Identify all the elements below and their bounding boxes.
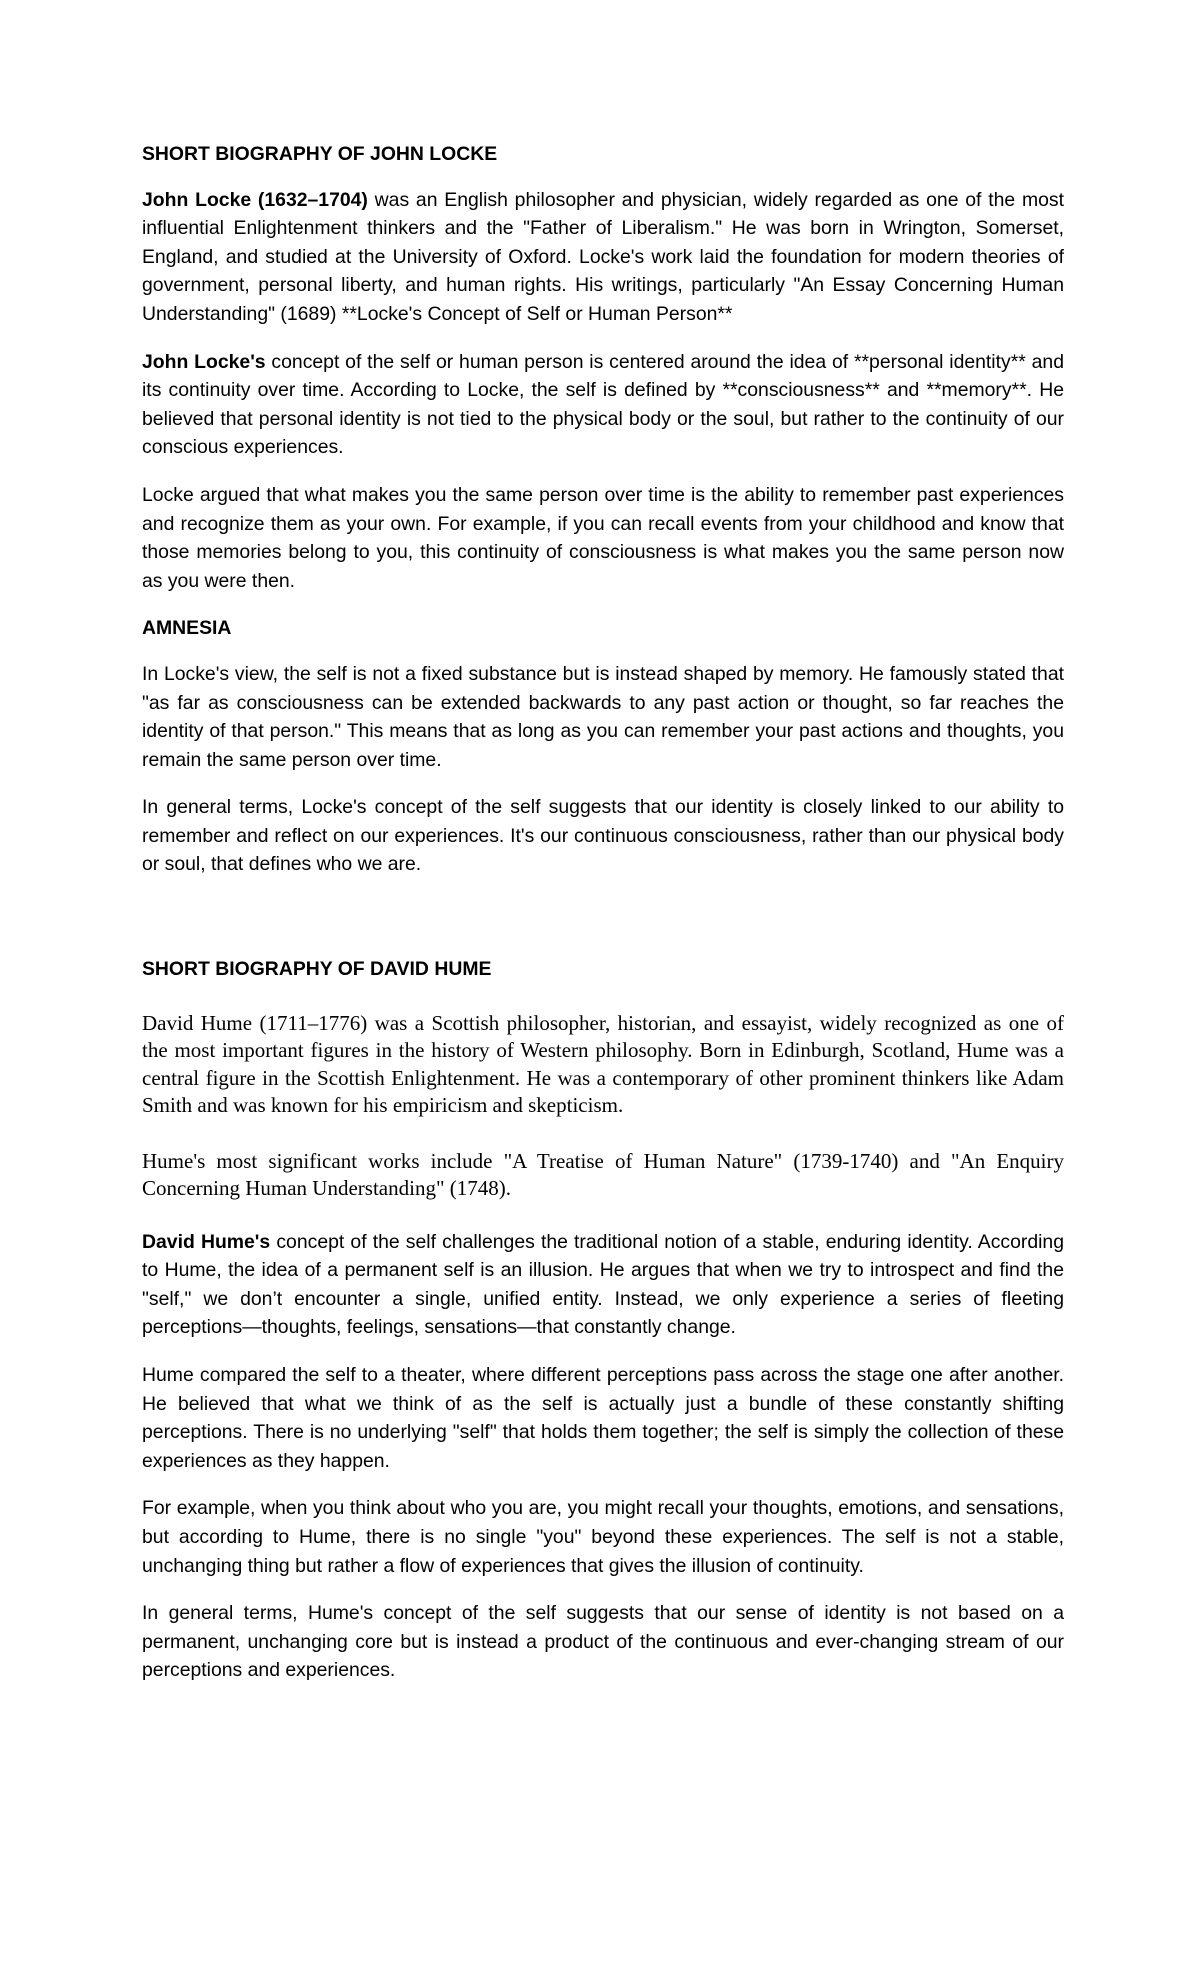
hume-biography-heading: SHORT BIOGRAPHY OF DAVID HUME bbox=[142, 958, 492, 981]
locke-concept-name: John Locke's bbox=[142, 350, 266, 373]
locke-biography-heading: SHORT BIOGRAPHY OF JOHN LOCKE bbox=[142, 143, 498, 165]
hume-theater-paragraph: Hume compared the self to a theater, where different perceptions pass across the stage one after another. He believed that what we think of as the self is actually just a bundle of these constantly shifting perceptions. There is no underlying "self" that holds them together; the self is simply the collection of these experiences as they happen. bbox=[142, 1364, 1064, 1472]
locke-concept-text: concept of the self or human person is centered around the idea of **personal identity** and its continuity over time. According to Locke, the self is defined by **consciousness** and **memory**. He believed that personal identity is not tied to the physical body or the soul, but rather to the continuity of our conscious experiences. bbox=[142, 350, 1064, 459]
hume-example-paragraph: For example, when you think about who you are, you might recall your thoughts, emotions, and sensations, but according to Hume, there is no single "you" beyond these experiences. The self is not a stable, unchanging thing but rather a flow of experiences that gives the illusion of continuity. bbox=[142, 1497, 1064, 1577]
locke-memory-paragraph: Locke argued that what makes you the same person over time is the ability to remember past experiences and recognize them as your own. For example, if you can recall events from your childhood and know that those memories belong to you, this continuity of consciousness is what makes you the same person now as you were then. bbox=[142, 483, 1064, 592]
document-page bbox=[142, 140, 1064, 1685]
locke-name-dates: John Locke (1632–1704) bbox=[142, 188, 368, 211]
locke-biography-paragraph bbox=[142, 186, 1064, 329]
locke-general-paragraph: In general terms, Locke's concept of the self suggests that our identity is closely linked to our ability to remember and reflect on our experiences. It's our continuous consciousness, rather than our physical body or soul, that defines who we are. bbox=[142, 796, 1064, 876]
hume-concept-paragraph bbox=[142, 1228, 1064, 1342]
hume-concept-text: concept of the self challenges the traditional notion of a stable, enduring identity. According to Hume, the idea of a permanent self is an illusion. He argues that when we try to introspect and find the "self," we don’t encounter a single, unified entity. Instead, we only experience a series of fleeting perceptions—thoughts, feelings, sensations—that constantly change. bbox=[142, 1230, 1065, 1339]
hume-general-paragraph: In general terms, Hume's concept of the self suggests that our sense of identity is not based on a permanent, unchanging core but is instead a product of the continuous and ever-changing stream of our perceptions and experiences. bbox=[142, 1602, 1064, 1682]
locke-concept-paragraph bbox=[142, 348, 1064, 462]
amnesia-heading: AMNESIA bbox=[142, 617, 232, 640]
amnesia-paragraph: In Locke's view, the self is not a fixed substance but is instead shaped by memory. He famously stated that "as far as consciousness can be extended backwards to any past action or thought, so far reaches the identity of that person." This means that as long as you can remember your past actions and thoughts, you remain the same person over time. bbox=[142, 662, 1064, 771]
hume-works-paragraph: Hume's most significant works include "A Treatise of Human Nature" (1739-1740) and "An Enquiry Concerning Human Understanding" (1748). bbox=[142, 1148, 1064, 1201]
hume-biography-paragraph: David Hume (1711–1776) was a Scottish philosopher, historian, and essayist, widely recognized as one of the most important figures in the history of Western philosophy. Born in Edinburgh, Scotland, Hume was a central figure in the Scottish Enlightenment. He was a contemporary of other prominent thinkers like Adam Smith and was known for his empiricism and skepticism. bbox=[142, 1010, 1064, 1118]
locke-biography-text: was an English philosopher and physician, widely regarded as one of the most influential Enlightenment thinkers and the "Father of Liberalism." He was born in Wrington, Somerset, England, and studied at the University of Oxford. Locke's work laid the foundation for modern theories of government, personal liberty, and human rights. His writings, particularly "An Essay Concerning Human Understanding" (1689) **Locke's Concept of Self or Human Person** bbox=[142, 188, 1064, 325]
hume-concept-name: David Hume's bbox=[142, 1230, 271, 1253]
